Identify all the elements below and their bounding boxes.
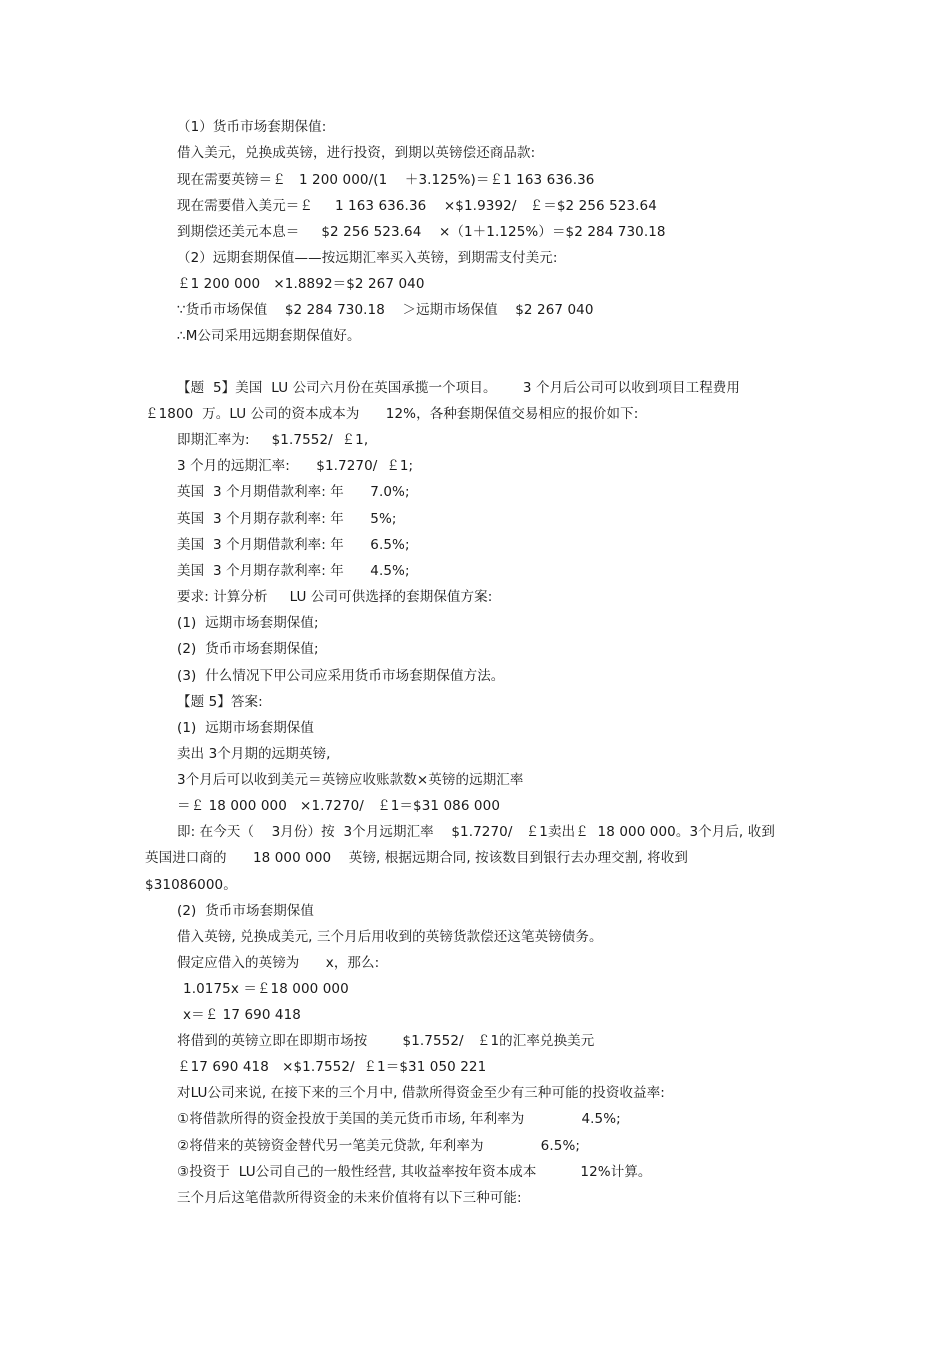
paragraph-line: 借入美元，兑换成英镑，进行投资，到期以英镑偿还商品款: [177, 145, 536, 161]
quote-line: 3 个月的远期汇率: $1.7270/ ￡1; [177, 458, 414, 474]
list-item: ③投资于 LU公司自己的一般性经营, 其收益率按年资本成本 12%计算。 [177, 1164, 652, 1180]
quote-line: 美国 3 个月期借款利率: 年 6.5%; [177, 537, 410, 553]
formula-line: ￡1 200 000 ×1.8892＝$2 267 040 [177, 276, 425, 292]
quote-line: 英国 3 个月期存款利率: 年 5%; [177, 511, 397, 527]
paragraph-line: $31086000。 [145, 877, 237, 893]
paragraph-line: ￡1800 万。LU 公司的资本成本为 12%，各种套期保值交易相应的报价如下: [145, 406, 639, 422]
list-item: ①将借款所得的资金投放于美国的美元货币市场, 年利率为 4.5%; [177, 1111, 621, 1127]
requirement-item: (2) 货币市场套期保值; [177, 641, 319, 657]
answer-subheading: (2) 货币市场套期保值 [177, 903, 315, 919]
answer-subheading: (1) 远期市场套期保值 [177, 720, 315, 736]
paragraph-line: 借入英镑, 兑换成美元, 三个月后用收到的英镑货款偿还这笔英镑债务。 [177, 929, 603, 945]
paragraph-line: 卖出 3个月期的远期英镑, [177, 746, 331, 762]
requirement-line: 要求: 计算分析 LU 公司可供选择的套期保值方案: [177, 589, 493, 605]
paragraph-line: 3个月后可以收到美元＝英镑应收账款数×英镑的远期汇率 [177, 772, 524, 788]
paragraph-line: 英国进口商的 18 000 000 英镑, 根据远期合同, 按该数目到银行去办理交割, 将收到 [145, 850, 688, 866]
comparison-line: ∵货币市场保值 $2 284 730.18 ＞远期市场保值 $2 267 040 [177, 302, 594, 318]
hedge-money-market-heading: （1）货币市场套期保值: [177, 119, 327, 135]
answer-title: 【题 5】答案: [177, 694, 263, 710]
quote-line: 即期汇率为: $1.7552/ ￡1, [177, 432, 369, 448]
formula-line: ￡17 690 418 ×$1.7552/ ￡1＝$31 050 221 [177, 1059, 487, 1075]
paragraph-line: 即: 在今天（ 3月份）按 3个月远期汇率 $1.7270/ ￡1卖出￡ 18 000 000。3个月后, 收到 [177, 824, 775, 840]
formula-line: x＝￡ 17 690 418 [183, 1007, 301, 1023]
formula-line: 现在需要借入美元＝￡ 1 163 636.36 ×$1.9392/ ￡＝$2 256 523.64 [177, 198, 657, 214]
question-title: 【题 5】美国 LU 公司六月份在英国承揽一个项目。 3 个月后公司可以收到项目工程费用 [177, 380, 741, 396]
formula-line: 到期偿还美元本息＝ $2 256 523.64 ×（1＋1.125%）＝$2 284 730.18 [177, 224, 666, 240]
paragraph-line: 三个月后这笔借款所得资金的未来价值将有以下三种可能: [177, 1190, 522, 1206]
conclusion-line: ∴M公司采用远期套期保值好。 [177, 328, 361, 344]
paragraph-line: 将借到的英镑立即在即期市场按 $1.7552/ ￡1的汇率兑换美元 [177, 1033, 595, 1049]
paragraph-line: 假定应借入的英镑为 x，那么: [177, 955, 380, 971]
quote-line: 英国 3 个月期借款利率: 年 7.0%; [177, 484, 410, 500]
paragraph-line: 对LU公司来说, 在接下来的三个月中, 借款所得资金至少有三种可能的投资收益率: [177, 1085, 665, 1101]
quote-line: 美国 3 个月期存款利率: 年 4.5%; [177, 563, 410, 579]
formula-line: ＝￡ 18 000 000 ×1.7270/ ￡1＝$31 086 000 [177, 798, 501, 814]
hedge-forward-heading: （2）远期套期保值——按远期汇率买入英镑，到期需支付美元: [177, 250, 558, 266]
requirement-item: (1) 远期市场套期保值; [177, 615, 319, 631]
requirement-item: (3) 什么情况下甲公司应采用货币市场套期保值方法。 [177, 668, 505, 684]
formula-line: 1.0175x ＝￡18 000 000 [183, 981, 349, 997]
list-item: ②将借来的英镑资金替代另一笔美元贷款, 年利率为 6.5%; [177, 1138, 581, 1154]
formula-line: 现在需要英镑＝￡ 1 200 000/(1 ＋3.125%)＝￡1 163 636.36 [177, 172, 595, 188]
